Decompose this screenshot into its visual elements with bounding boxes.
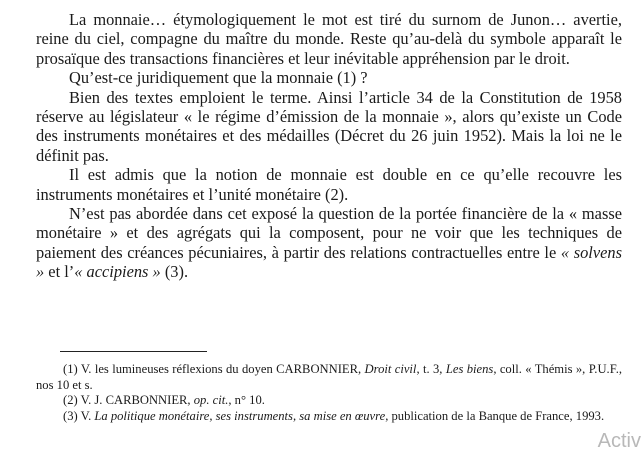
footnote-1-text-a: (1) V. les lumineuses réflexions du doyen CARBONNIER, xyxy=(63,362,365,376)
footnote-3-title: La politique monétaire, ses instruments, sa mise en œuvre xyxy=(94,408,386,423)
footnote-1 xyxy=(36,362,622,393)
paragraph-3: Bien des textes emploient le terme. Ainsi l’article 34 de la Constitution de 1958 réserve au législateur « le régime d’émission de la monnaie », alors qu’existe un Code des instruments monétaires et des médailles (Décret du 26 juin 1952). Mais la loi ne le définit pas. xyxy=(36,87,622,165)
footnote-3 xyxy=(36,409,622,425)
footnotes xyxy=(36,362,622,424)
footnote-1-title-les-biens: Les biens xyxy=(445,362,494,376)
footnote-3-text-a: (3) V. xyxy=(63,408,95,423)
footnote-1-title-droit-civil: Droit civil xyxy=(364,362,417,376)
footnote-divider xyxy=(60,351,207,352)
paragraph-1: La monnaie… étymologiquement le mot est tiré du surnom de Junon… avertie, reine du ciel, compagne du maître du monde. Reste qu’au-delà du symbole apparaît le prosaïque des transactions financières et leur inévitable appréhension par le droit. xyxy=(36,10,622,68)
footnote-2-text-c: , n° 10. xyxy=(228,393,265,408)
footnote-2-op-cit: op. cit. xyxy=(193,393,229,408)
paragraph-5 xyxy=(36,204,622,282)
footnote-1-text-e: , coll. « Thémis », P.U.F., nos 10 et s. xyxy=(36,362,622,392)
paragraph-5-text-c: et l’ xyxy=(44,262,75,282)
paragraph-5-text-a: N’est pas abordée dans cet exposé la question de la portée financière de la « masse monétaire » et des agrégats qui la composent, pour ne voir que les techniques de paiement des créances pécuniaires, à partir des relations contractuelles entre le xyxy=(36,204,622,262)
paragraph-5-text-e: (3). xyxy=(160,262,189,282)
main-text xyxy=(36,10,622,282)
paragraph-4: Il est admis que la notion de monnaie est double en ce qu’elle recouvre les instruments monétaires et l’unité monétaire (2). xyxy=(36,165,622,204)
footnote-3-text-c: , publication de la Banque de France, 1993. xyxy=(385,408,605,423)
footnote-2-text-a: (2) V. J. CARBONNIER, xyxy=(63,393,194,408)
accipiens-term: « accipiens » xyxy=(74,262,161,282)
footnote-2 xyxy=(36,393,622,409)
footnote-1-text-c: , t. 3, xyxy=(416,362,446,376)
solvens-term: « solvens » xyxy=(36,242,622,282)
activation-watermark: Activ xyxy=(597,430,641,452)
paragraph-2: Qu’est-ce juridiquement que la monnaie (1) ? xyxy=(69,68,368,88)
